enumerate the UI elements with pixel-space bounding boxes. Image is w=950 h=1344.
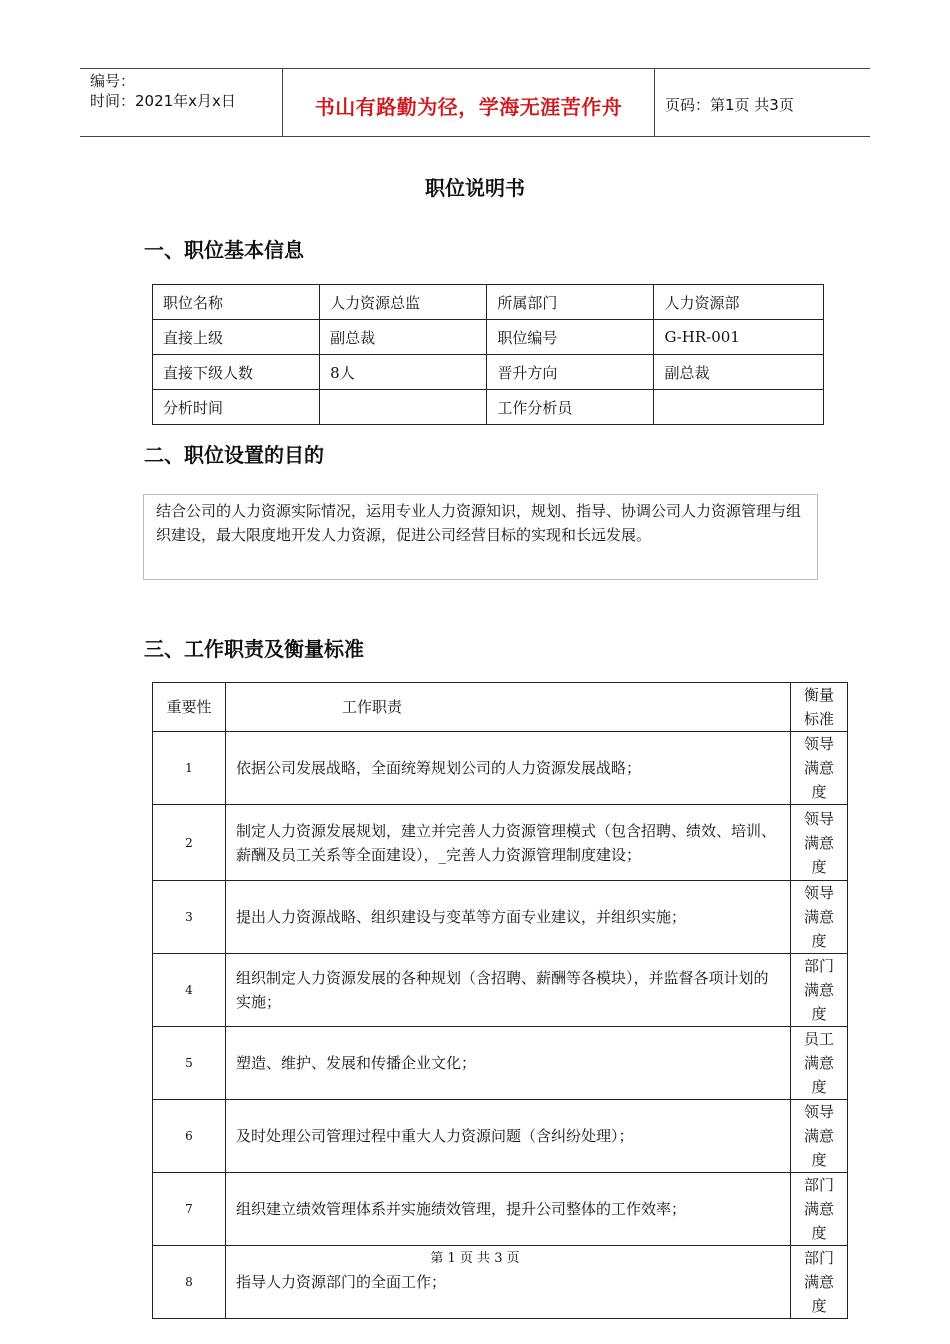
time-label: 时间：2021年x月x日 [90,92,236,110]
standard-cell: 部门满意度 [791,1246,848,1319]
importance-cell: 1 [153,732,226,805]
info-row [153,355,824,390]
duty-cell: 制定人力资源发展规划，建立并完善人力资源管理模式（包含招聘、绩效、培训、薪酬及员工关系等全面建设），_完善人力资源管理制度建设； [226,805,791,881]
duties-table [152,682,848,1319]
importance-cell: 8 [153,1246,226,1319]
duty-cell: 塑造、维护、发展和传播企业文化； [226,1027,791,1100]
duty-row [153,1027,848,1100]
duty-cell: 组织建立绩效管理体系并实施绩效管理，提升公司整体的工作效率； [226,1173,791,1246]
standard-cell: 领导满意度 [791,732,848,805]
importance-cell: 5 [153,1027,226,1100]
section-heading-purpose: 二、职位设置的目的 [144,443,324,467]
header-meta [90,71,236,111]
duty-row [153,732,848,805]
info-label-cell: 职位名称 [153,285,320,320]
purpose-text-box: 结合公司的人力资源实际情况，运用专业人力资源知识，规划、指导、协调公司人力资源管理与组织建设，最大限度地开发人力资源，促进公司经营目标的实现和长远发展。 [143,494,818,580]
header-divider [654,69,655,136]
header-page-label: 页码：第1页 共3页 [665,96,794,114]
duty-cell: 依据公司发展战略，全面统筹规划公司的人力资源发展战略； [226,732,791,805]
duty-row [153,805,848,881]
info-label-cell: 职位编号 [487,320,654,355]
duty-row [153,881,848,954]
document-title: 职位说明书 [425,176,525,200]
importance-cell: 4 [153,954,226,1027]
importance-cell: 6 [153,1100,226,1173]
info-value-cell: 副总裁 [320,320,487,355]
basic-info-table [152,284,824,425]
info-row [153,320,824,355]
standard-cell: 领导满意度 [791,805,848,881]
page-footer: 第 1 页 共 3 页 [430,1251,520,1266]
importance-cell: 7 [153,1173,226,1246]
info-row [153,390,824,425]
duty-row [153,954,848,1027]
standard-cell: 部门满意度 [791,1173,848,1246]
standard-cell: 领导满意度 [791,1100,848,1173]
duty-cell: 指导人力资源部门的全面工作； [226,1246,791,1319]
duty-cell: 及时处理公司管理过程中重大人力资源问题（含纠纷处理）； [226,1100,791,1173]
info-value-cell: 8人 [320,355,487,390]
section-heading-basic-info: 一、职位基本信息 [144,238,304,262]
duty-row [153,1173,848,1246]
info-value-cell [320,390,487,425]
info-row [153,285,824,320]
info-value-cell: 人力资源总监 [320,285,487,320]
duty-row [153,1100,848,1173]
number-label: 编号： [90,72,136,90]
info-label-cell: 直接下级人数 [153,355,320,390]
duties-header-row [153,683,848,732]
duty-cell: 组织制定人力资源发展的各种规划（含招聘、薪酬等各模块），并监督各项计划的实施； [226,954,791,1027]
section-heading-duties: 三、工作职责及衡量标准 [144,637,364,661]
standard-cell: 员工满意度 [791,1027,848,1100]
info-label-cell: 晋升方向 [487,355,654,390]
info-label-cell: 工作分析员 [487,390,654,425]
info-label-cell: 分析时间 [153,390,320,425]
duty-cell: 提出人力资源战略、组织建设与变革等方面专业建议，并组织实施； [226,881,791,954]
standard-cell: 部门满意度 [791,954,848,1027]
info-value-cell [654,390,824,425]
info-value-cell: G-HR-001 [654,320,824,355]
info-label-cell: 直接上级 [153,320,320,355]
info-value-cell: 人力资源部 [654,285,824,320]
header-motto: 书山有路勤为径，学海无涯苦作舟 [314,95,623,119]
column-header-importance: 重要性 [153,683,226,732]
page-header [80,68,870,137]
importance-cell: 3 [153,881,226,954]
standard-cell: 领导满意度 [791,881,848,954]
column-header-standard: 衡量标准 [791,683,848,732]
importance-cell: 2 [153,805,226,881]
info-label-cell: 所属部门 [487,285,654,320]
info-value-cell: 副总裁 [654,355,824,390]
column-header-duty: 工作职责 [226,683,791,732]
